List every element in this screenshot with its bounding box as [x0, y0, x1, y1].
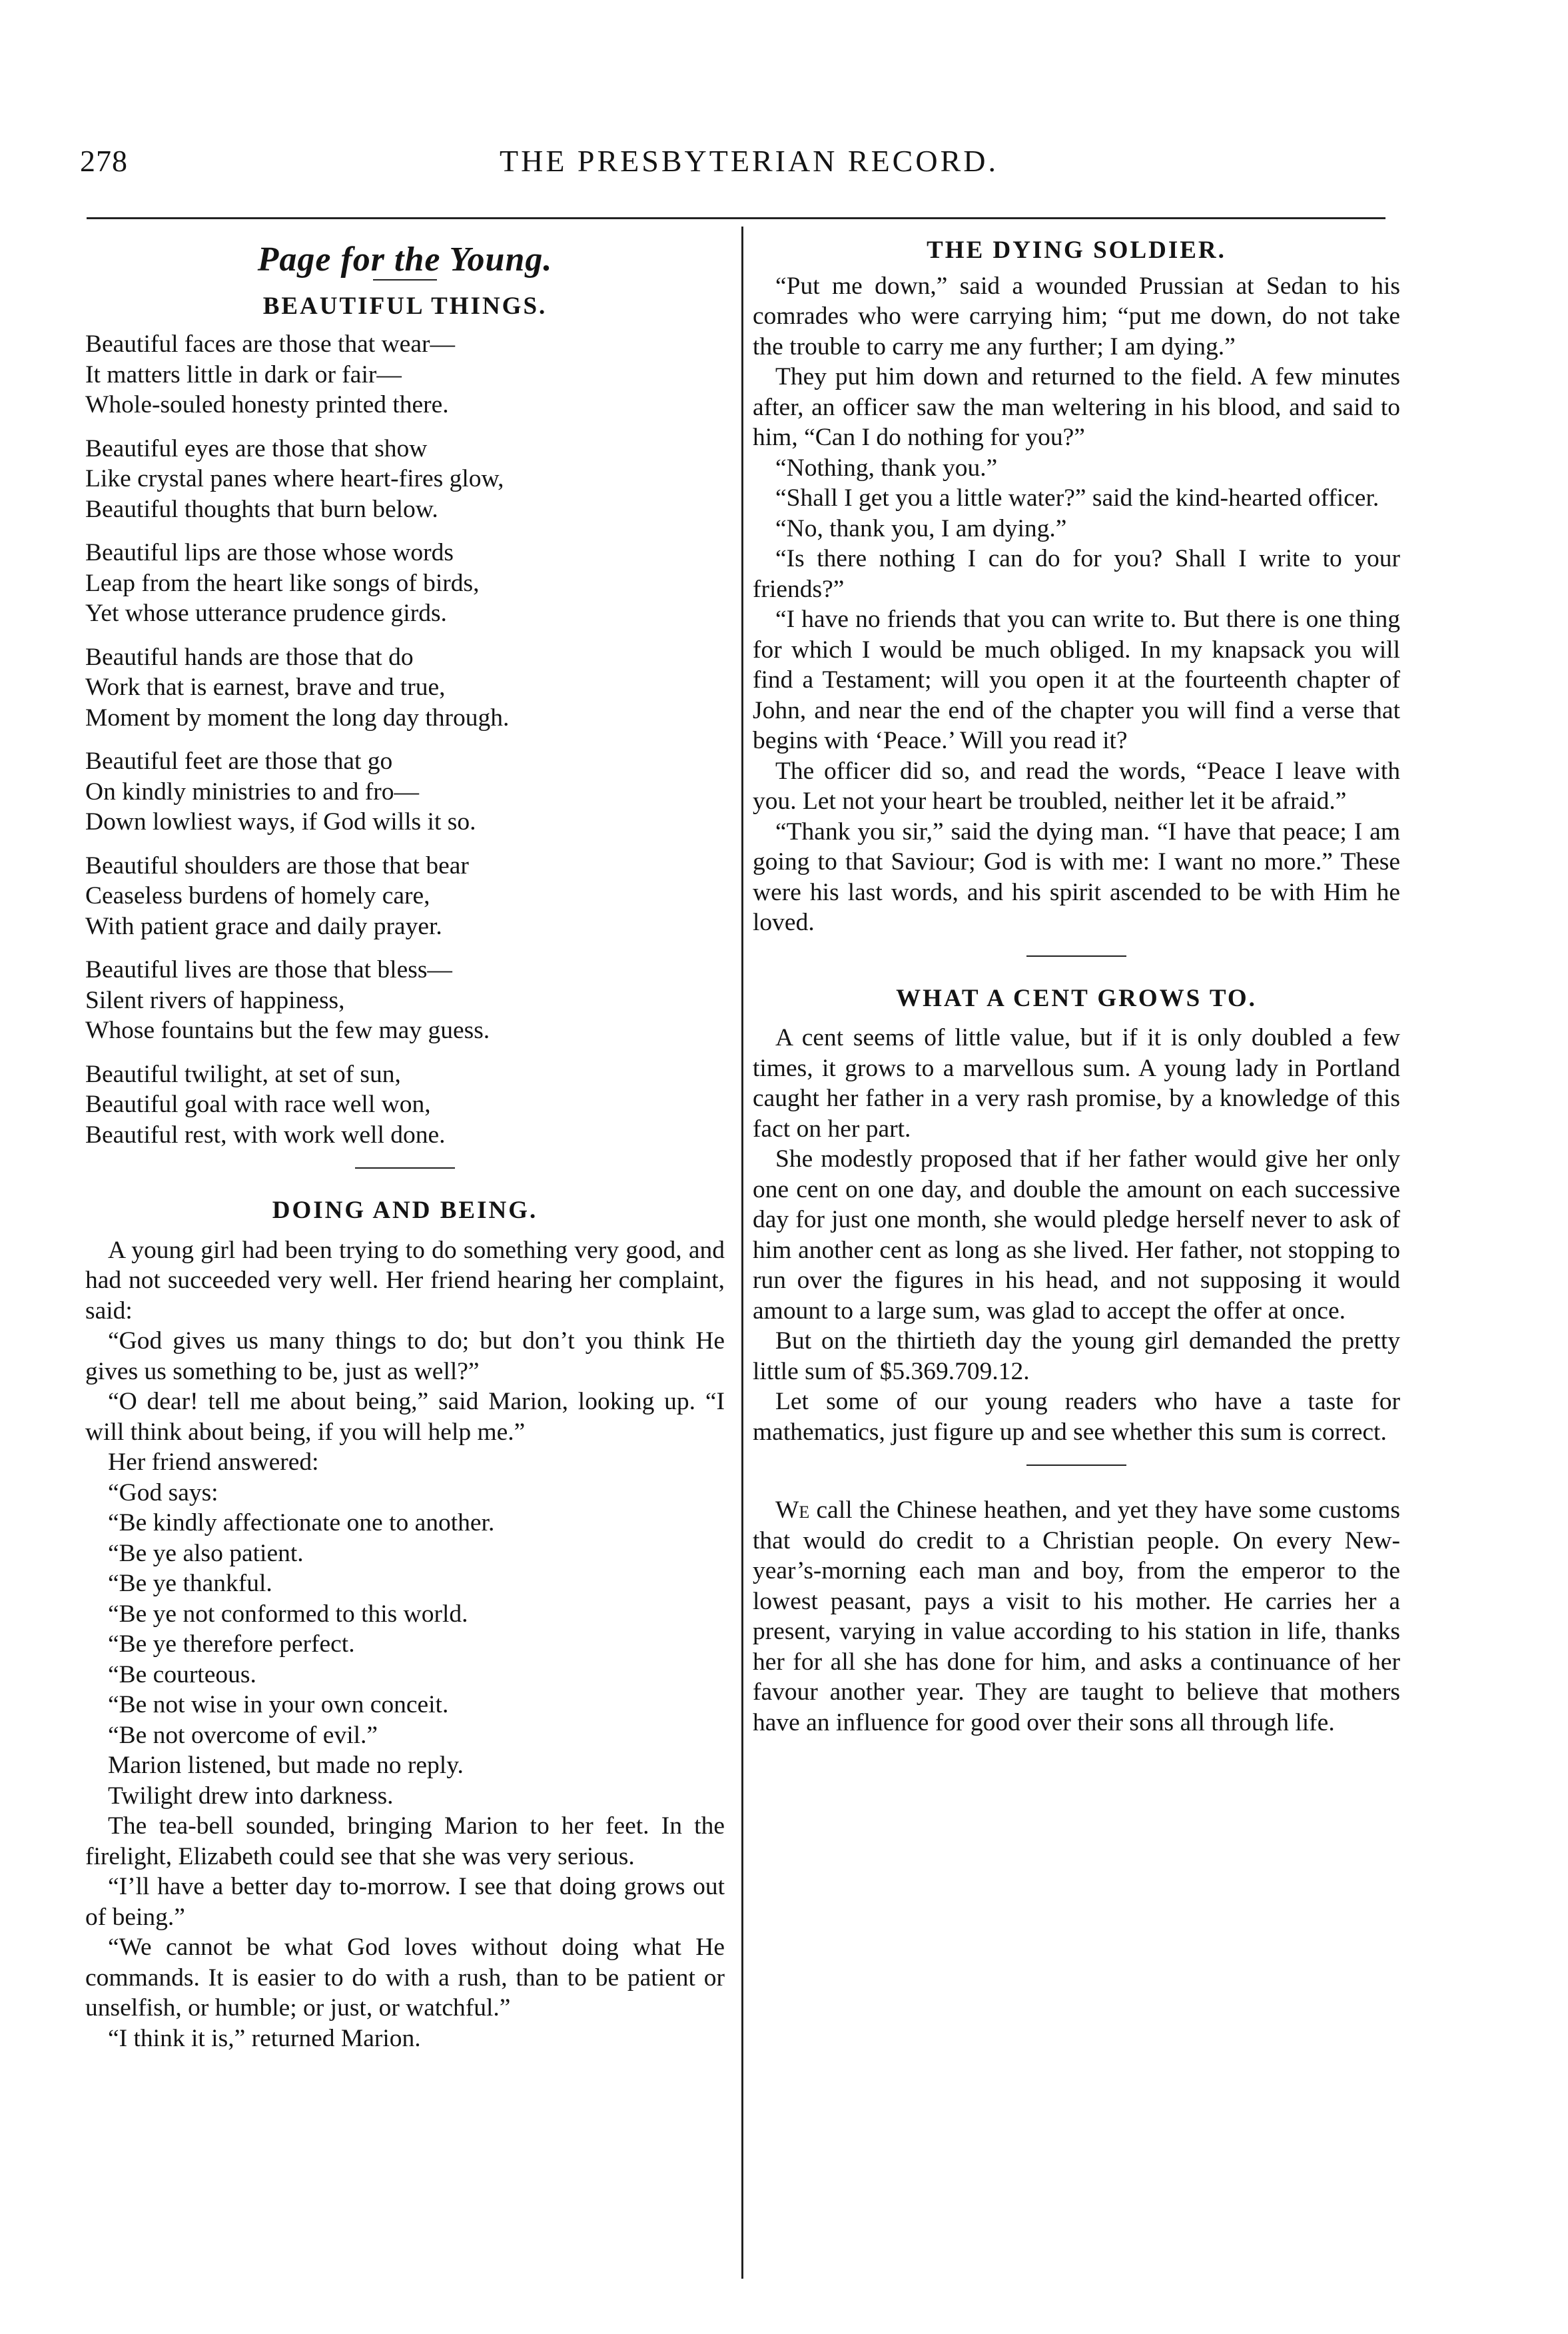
page-number: 278: [80, 144, 128, 178]
paragraph: The tea-bell sounded, bringing Marion to her feet. In the firelight, Elizabeth could see that she was very serious.: [85, 1812, 725, 1870]
paragraph: A cent seems of little value, but if it is only doubled a few times, it grows to a marvellous sum. A young lady in Portland caught her father in a very rash promise, by a knowledge of this fact on her part.: [753, 1024, 1400, 1143]
story-heading: THE DYING SOLDIER.: [927, 237, 1226, 264]
page-header: [80, 143, 1485, 197]
verse-line: Beautiful lives are those that bless—: [85, 956, 452, 983]
verse-line: Beautiful feet are those that go: [85, 748, 393, 775]
paragraph: “Be ye also patient.: [108, 1539, 304, 1567]
title-rule: [373, 279, 437, 281]
verse-line: Beautiful twilight, at set of sun,: [85, 1060, 401, 1088]
story-heading: WHAT A CENT GROWS TO.: [896, 984, 1257, 1012]
verse-line: Beautiful rest, with work well done.: [85, 1121, 446, 1149]
stanza: [85, 1059, 725, 1151]
column-divider: [741, 227, 743, 2279]
verse-line: Down lowliest ways, if God wills it so.: [85, 808, 476, 836]
paragraph: “Be ye therefore perfect.: [108, 1630, 355, 1658]
paragraph: They put him down and returned to the field. A few minutes after, an officer saw the man weltering in his blood, and said to him, “Can I do nothing for you?”: [753, 363, 1400, 451]
verse-line: Whose fountains but the few may guess.: [85, 1017, 490, 1044]
story-heading: DOING AND BEING.: [272, 1197, 538, 1224]
verse-line: It matters little in dark or fair—: [85, 360, 402, 388]
paragraph: “I’ll have a better day to-morrow. I see that doing grows out of being.”: [85, 1873, 725, 1931]
paragraph: “Shall I get you a little water?” said the kind-hearted officer.: [775, 484, 1379, 512]
verse-line: Beautiful hands are those that do: [85, 643, 414, 671]
paragraph-text: call the Chinese heathen, and yet they have some customs that would do credit to a Christian people. On every New-year’s-morning each man and boy, from the emperor to the lowest peasant, pays a visit to his mother. He carries her a present, varying in value according to his station in life, thanks her for all she has done for him, and asks a continuance of her favour another year. They are taught to believe that mothers have an influence for good over their sons all through life.: [753, 1496, 1400, 1736]
verse-line: Whole-souled honesty printed there.: [85, 391, 449, 418]
chinese-paragraph: [753, 1495, 1400, 1738]
paragraph: “Thank you sir,” said the dying man. “I have that peace; I am going to that Saviour; God is with me: I want no more.” These were his last words, and his spirit ascended to be with Him he loved.: [753, 818, 1400, 936]
verse-line: On kindly ministries to and fro—: [85, 778, 419, 806]
stanza: [85, 642, 725, 734]
paragraph: Her friend answered:: [108, 1449, 319, 1476]
verse-line: Beautiful faces are those that wear—: [85, 330, 455, 358]
paragraph: Marion listened, but made no reply.: [108, 1752, 464, 1779]
running-title: THE PRESBYTERIAN RECORD.: [500, 144, 998, 178]
paragraph: “Put me down,” said a wounded Prussian at Sedan to his comrades who were carrying him; “put me down, do not take the trouble to carry me any further; I am dying.”: [753, 272, 1400, 360]
verse-line: Beautiful goal with race well won,: [85, 1091, 431, 1118]
paragraph: A young girl had been trying to do something very good, and had not succeeded very well. Her friend hearing her complaint, said:: [85, 1236, 725, 1325]
verse-line: Silent rivers of happiness,: [85, 986, 345, 1014]
stanza: [85, 955, 725, 1046]
poem: [85, 329, 725, 1150]
section-divider: [1026, 1464, 1126, 1466]
paragraph: The officer did so, and read the words, “Peace I leave with you. Let not your heart be troubled, neither let it be afraid.”: [753, 757, 1400, 815]
paragraph: “Be ye thankful.: [108, 1570, 272, 1597]
paragraph: “I have no friends that you can write to. But there is one thing for which I would be much obliged. In my knapsack you will find a Testament; will you open it at the fourteenth chapter of John, and near the end of the chapter you will find a verse that begins with ‘Peace.’ Will you read it?: [753, 606, 1400, 754]
verse-line: With patient grace and daily prayer.: [85, 912, 442, 940]
section-divider: [355, 1167, 455, 1169]
paragraph: “Be courteous.: [108, 1660, 256, 1688]
paragraph: “O dear! tell me about being,” said Marion, looking up. “I will think about being, if you will help me.”: [85, 1388, 725, 1446]
verse-line: Moment by moment the long day through.: [85, 704, 510, 732]
paragraph: Twilight drew into darkness.: [108, 1782, 394, 1810]
paragraph: “We cannot be what God loves without doing what He commands. It is easier to do with a rush, than to be patient or unselfish, or humble; or just, or watchful.”: [85, 1934, 725, 2022]
paragraph: “I think it is,” returned Marion.: [108, 2024, 421, 2052]
paragraph: “Is there nothing I can do for you? Shall I write to your friends?”: [753, 545, 1400, 603]
verse-line: Work that is earnest, brave and true,: [85, 674, 446, 701]
paragraph: She modestly proposed that if her father would give her only one cent on one day, and double the amount on each successive day for just one month, she would pledge herself never to ask of him another cent as long as she lived. Her father, not stopping to run over the figures in his head, and not supposing it would amount to a large sum, was glad to accept the offer at once.: [753, 1145, 1400, 1325]
left-column: [85, 230, 725, 2053]
paragraph: “Be not wise in your own conceit.: [108, 1691, 449, 1718]
verse-line: Beautiful thoughts that burn below.: [85, 495, 438, 523]
verse-line: Beautiful eyes are those that show: [85, 434, 428, 462]
stanza: [85, 329, 725, 420]
paragraph: “God gives us many things to do; but don’t you think He gives us something to be, just as well?”: [85, 1327, 725, 1385]
section-divider: [1026, 955, 1126, 957]
story-body: [753, 1023, 1400, 1447]
paragraph: “God says:: [108, 1478, 218, 1506]
verse-line: Beautiful lips are those whose words: [85, 539, 454, 566]
verse-line: Beautiful shoulders are those that bear: [85, 852, 469, 879]
right-column: [753, 230, 1400, 1738]
stanza: [85, 851, 725, 942]
stanza: [85, 434, 725, 525]
paragraph: “Be not overcome of evil.”: [108, 1721, 378, 1749]
story-body: [85, 1235, 725, 2054]
verse-line: Like crystal panes where heart-fires glow,: [85, 465, 504, 492]
section-title: Page for the Young.: [257, 241, 553, 279]
paragraph: “Nothing, thank you.”: [775, 454, 998, 482]
verse-line: Leap from the heart like songs of birds,: [85, 569, 480, 597]
stanza: [85, 538, 725, 629]
paragraph: “No, thank you, I am dying.”: [775, 514, 1067, 542]
paragraph: Let some of our young readers who have a taste for mathematics, just figure up and see whether this sum is correct.: [753, 1388, 1400, 1446]
stanza: [85, 746, 725, 838]
verse-line: Ceaseless burdens of homely care,: [85, 882, 430, 909]
story-body: [753, 271, 1400, 938]
paragraph: “Be kindly affectionate one to another.: [108, 1509, 495, 1536]
paragraph: But on the thirtieth day the young girl demanded the pretty little sum of $5.369.709.12.: [753, 1327, 1400, 1385]
lead-word: We: [775, 1496, 810, 1524]
verse-line: Yet whose utterance prudence girds.: [85, 600, 447, 627]
poem-heading: BEAUTIFUL THINGS.: [262, 292, 548, 320]
paragraph: “Be ye not conformed to this world.: [108, 1600, 468, 1628]
header-rule: [87, 217, 1385, 219]
